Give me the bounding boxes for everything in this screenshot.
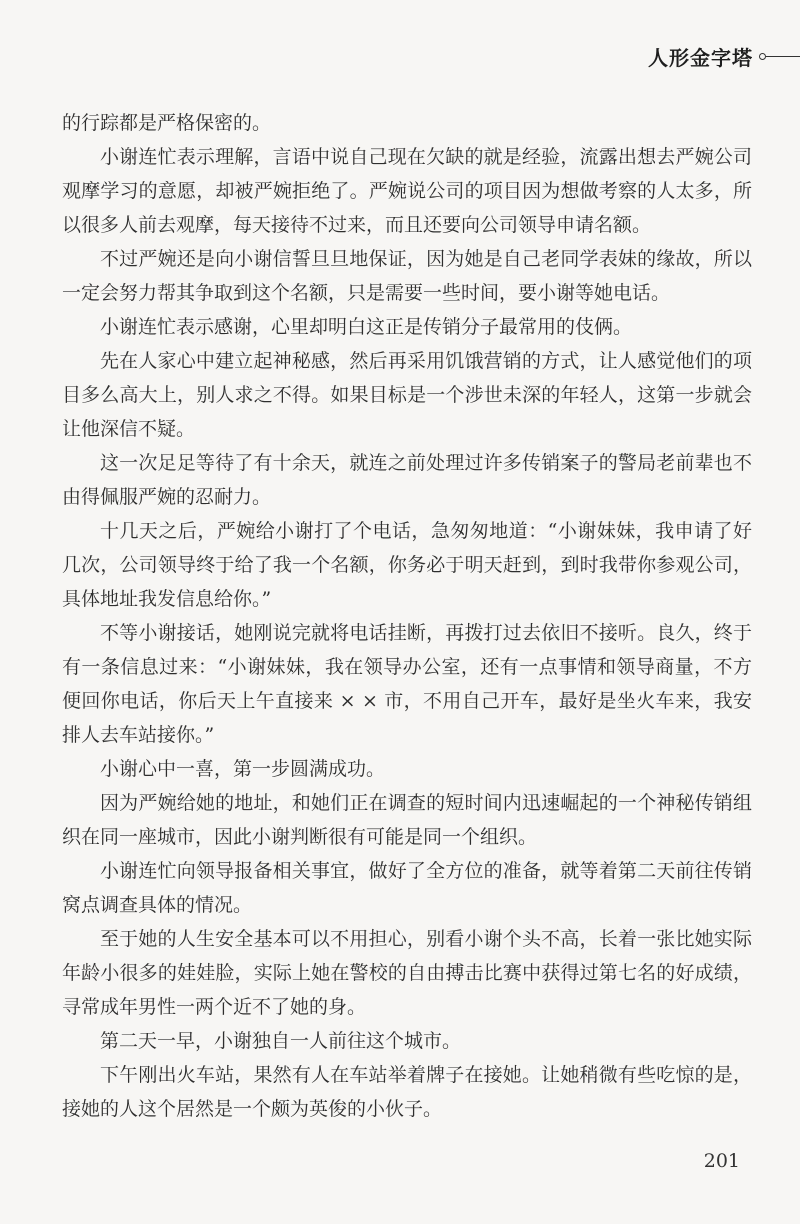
paragraph-6: 这一次足足等待了有十余天，就连之前处理过许多传销案子的警局老前辈也不由得佩服严婉的忍耐力。 xyxy=(62,452,752,508)
paragraph-9: 小谢心中一喜，第一步圆满成功。 xyxy=(100,758,386,780)
running-header xyxy=(648,40,800,72)
paragraph-7: 十几天之后，严婉给小谢打了个电话，急匆匆地道：“小谢妹妹，我申请了好几次，公司领导终于给了我一个名额，你务必于明天赶到，到时我带你参观公司，具体地址我发信息给你。” xyxy=(62,520,752,610)
paragraph-13: 第二天一早，小谢独自一人前往这个城市。 xyxy=(100,1030,462,1052)
page-number: 201 xyxy=(703,1150,740,1172)
paragraph-12: 至于她的人生安全基本可以不用担心，别看小谢个头不高，长着一张比她实际年龄小很多的娃娃脸，实际上她在警校的自由搏击比赛中获得过第七名的好成绩，寻常成年男性一两个近不了她的身。 xyxy=(62,928,752,1018)
paragraph-14: 下午刚出火车站，果然有人在车站举着牌子在接她。让她稍微有些吃惊的是，接她的人这个居然是一个颇为英俊的小伙子。 xyxy=(62,1064,752,1120)
paragraph-3: 不过严婉还是向小谢信誓旦旦地保证，因为她是自己老同学表妹的缘故，所以一定会努力帮其争取到这个名额，只是需要一些时间，要小谢等她电话。 xyxy=(62,248,752,304)
paragraph-5: 先在人家心中建立起神秘感，然后再采用饥饿营销的方式，让人感觉他们的项目多么高大上，别人求之不得。如果目标是一个涉世未深的年轻人，这第一步就会让他深信不疑。 xyxy=(62,350,752,440)
chapter-title: 人形金字塔 xyxy=(648,45,753,70)
paragraph-10: 因为严婉给她的地址，和她们正在调查的短时间内迅速崛起的一个神秘传销组织在同一座城市，因此小谢判断很有可能是同一个组织。 xyxy=(62,792,752,848)
paragraph-1: 的行踪都是严格保密的。 xyxy=(62,112,272,134)
paragraph-2: 小谢连忙表示理解，言语中说自己现在欠缺的就是经验，流露出想去严婉公司观摩学习的意愿，却被严婉拒绝了。严婉说公司的项目因为想做考察的人太多，所以很多人前去观摩，每天接待不过来，而且还要向公司领导申请名额。 xyxy=(62,146,752,236)
paragraph-11: 小谢连忙向领导报备相关事宜，做好了全方位的准备，就等着第二天前往传销窝点调查具体的情况。 xyxy=(62,860,752,916)
header-ornament-icon xyxy=(759,53,800,60)
body-text xyxy=(62,106,752,1126)
paragraph-8: 不等小谢接话，她刚说完就将电话挂断，再拨打过去依旧不接听。良久，终于有一条信息过来：“小谢妹妹，我在领导办公室，还有一点事情和领导商量，不方便回你电话，你后天上午直接来 × × 市，不用自己开车，最好是坐火车来，我安排人去车站接你。” xyxy=(62,622,752,746)
paragraph-4: 小谢连忙表示感谢，心里却明白这正是传销分子最常用的伎俩。 xyxy=(100,316,633,338)
